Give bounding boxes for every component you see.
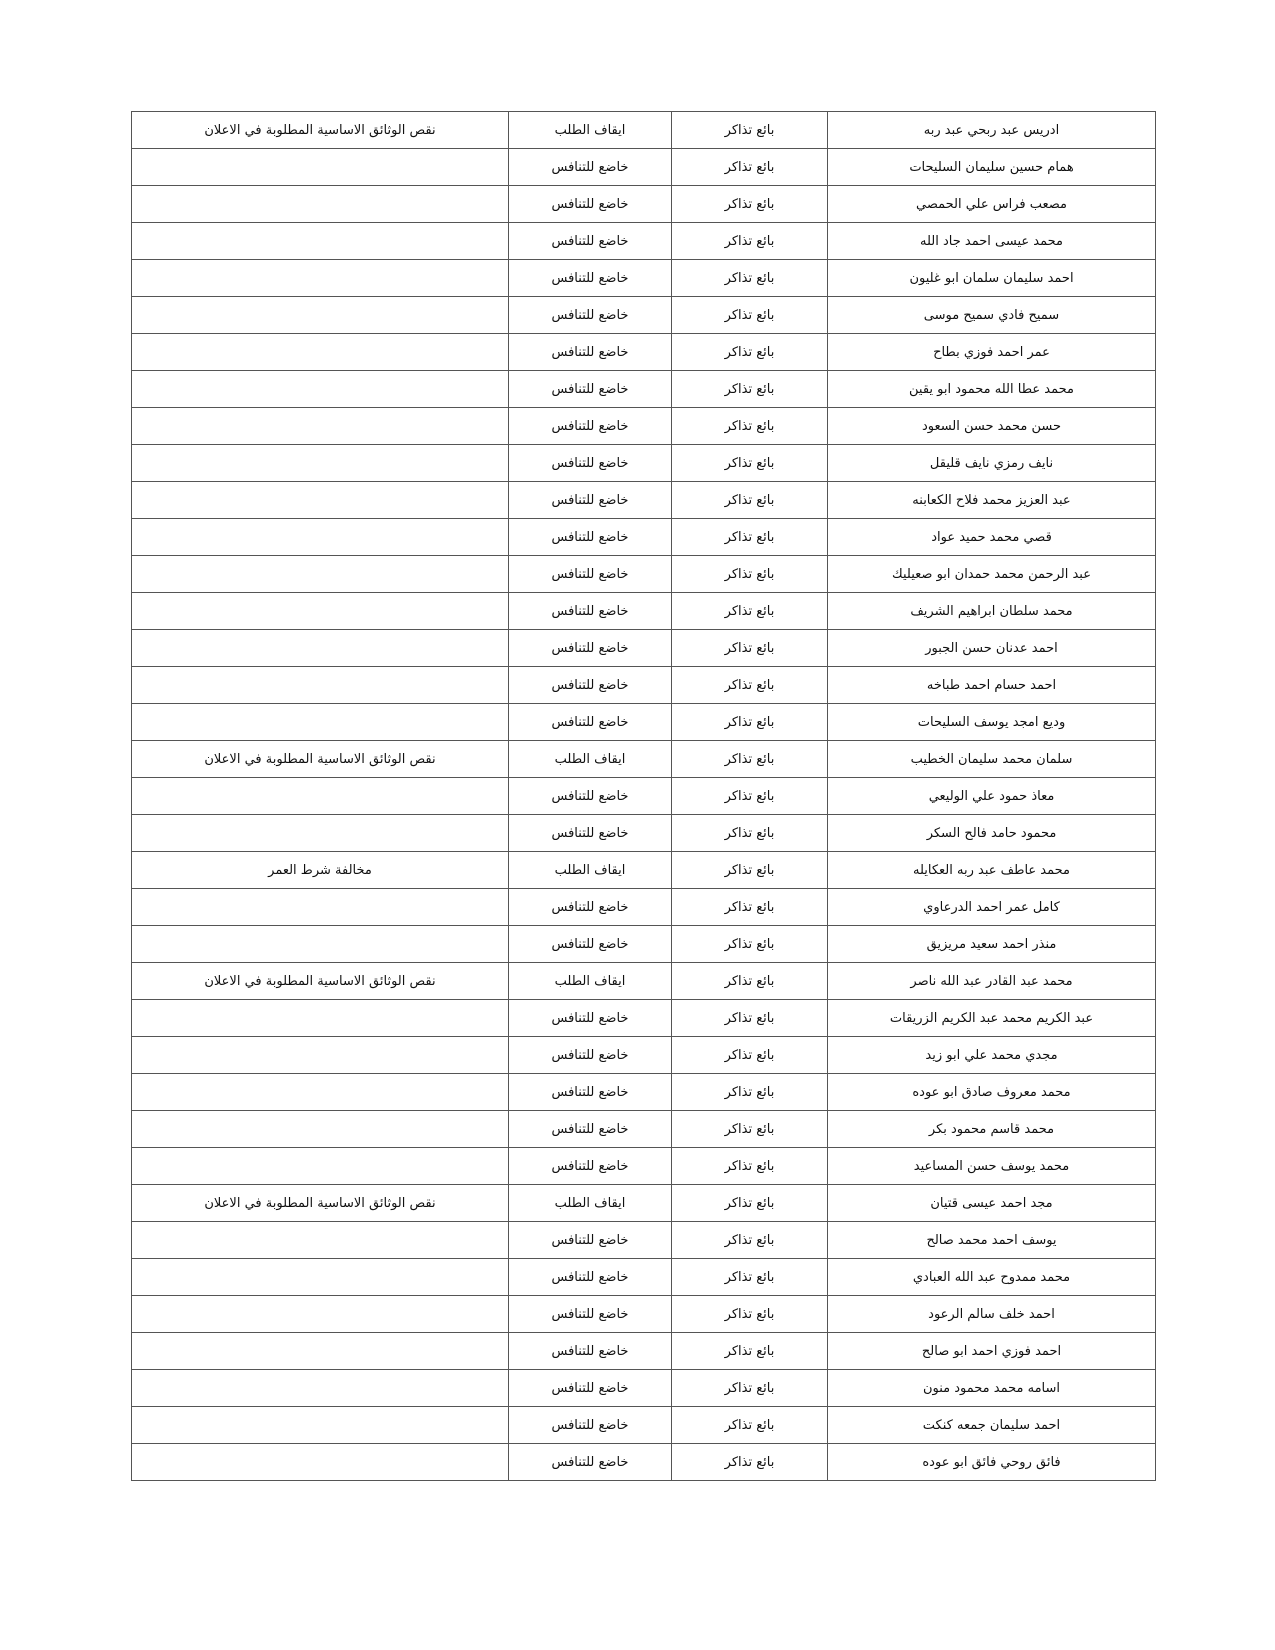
applicant-name-cell: قصي محمد حميد عواد [828, 519, 1156, 556]
applicant-name-cell: محمد عاطف عبد ربه العكايله [828, 852, 1156, 889]
note-cell [132, 482, 509, 519]
applicant-name-cell: ادريس عبد ربحي عبد ربه [828, 112, 1156, 149]
application-status-cell: خاضع للتنافس [509, 1296, 672, 1333]
applicant-name-cell: احمد عدنان حسن الجبور [828, 630, 1156, 667]
job-title-cell: بائع تذاكر [672, 297, 828, 334]
job-title-cell: بائع تذاكر [672, 852, 828, 889]
applicant-name-cell: وديع امجد يوسف السليحات [828, 704, 1156, 741]
note-cell [132, 667, 509, 704]
note-cell [132, 260, 509, 297]
table-row [132, 1222, 1156, 1259]
job-title-cell: بائع تذاكر [672, 112, 828, 149]
note-cell [132, 556, 509, 593]
applicant-name-cell: حسن محمد حسن السعود [828, 408, 1156, 445]
application-status-cell: خاضع للتنافس [509, 704, 672, 741]
table-row [132, 445, 1156, 482]
note-cell [132, 149, 509, 186]
table-row [132, 1111, 1156, 1148]
note-cell [132, 1296, 509, 1333]
note-cell: نقص الوثائق الاساسية المطلوبة في الاعلان [132, 741, 509, 778]
applicant-name-cell: مصعب فراس علي الحمصي [828, 186, 1156, 223]
job-title-cell: بائع تذاكر [672, 445, 828, 482]
table-row [132, 556, 1156, 593]
table-row [132, 297, 1156, 334]
job-title-cell: بائع تذاكر [672, 630, 828, 667]
application-status-cell: ايقاف الطلب [509, 1185, 672, 1222]
table-row [132, 704, 1156, 741]
note-cell [132, 519, 509, 556]
note-cell [132, 1222, 509, 1259]
table-row [132, 778, 1156, 815]
job-title-cell: بائع تذاكر [672, 815, 828, 852]
application-status-cell: خاضع للتنافس [509, 1370, 672, 1407]
applicant-name-cell: مجدي محمد علي ابو زيد [828, 1037, 1156, 1074]
applicants-table [131, 111, 1156, 1481]
application-status-cell: خاضع للتنافس [509, 186, 672, 223]
note-cell [132, 1407, 509, 1444]
job-title-cell: بائع تذاكر [672, 1148, 828, 1185]
table-row [132, 334, 1156, 371]
application-status-cell: ايقاف الطلب [509, 963, 672, 1000]
applicant-name-cell: محمد سلطان ابراهيم الشريف [828, 593, 1156, 630]
note-cell [132, 1333, 509, 1370]
note-cell [132, 223, 509, 260]
table-row [132, 1296, 1156, 1333]
application-status-cell: خاضع للتنافس [509, 260, 672, 297]
job-title-cell: بائع تذاكر [672, 334, 828, 371]
application-status-cell: خاضع للتنافس [509, 1037, 672, 1074]
applicant-name-cell: احمد سليمان جمعه كنكت [828, 1407, 1156, 1444]
table-row [132, 1037, 1156, 1074]
note-cell [132, 445, 509, 482]
table-row [132, 223, 1156, 260]
applicant-name-cell: محمد قاسم محمود بكر [828, 1111, 1156, 1148]
application-status-cell: خاضع للتنافس [509, 593, 672, 630]
application-status-cell: خاضع للتنافس [509, 667, 672, 704]
applicant-name-cell: معاذ حمود علي الوليعي [828, 778, 1156, 815]
note-cell [132, 926, 509, 963]
application-status-cell: خاضع للتنافس [509, 1074, 672, 1111]
job-title-cell: بائع تذاكر [672, 1074, 828, 1111]
application-status-cell: خاضع للتنافس [509, 371, 672, 408]
applicant-name-cell: احمد خلف سالم الرعود [828, 1296, 1156, 1333]
application-status-cell: خاضع للتنافس [509, 556, 672, 593]
table-row [132, 260, 1156, 297]
applicant-name-cell: محمد عيسى احمد جاد الله [828, 223, 1156, 260]
table-row [132, 852, 1156, 889]
table-row [132, 741, 1156, 778]
job-title-cell: بائع تذاكر [672, 186, 828, 223]
applicants-table-body [132, 112, 1156, 1481]
applicant-name-cell: فائق روحي فائق ابو عوده [828, 1444, 1156, 1481]
applicant-name-cell: سلمان محمد سليمان الخطيب [828, 741, 1156, 778]
job-title-cell: بائع تذاكر [672, 889, 828, 926]
job-title-cell: بائع تذاكر [672, 408, 828, 445]
application-status-cell: خاضع للتنافس [509, 1333, 672, 1370]
application-status-cell: خاضع للتنافس [509, 1444, 672, 1481]
job-title-cell: بائع تذاكر [672, 519, 828, 556]
application-status-cell: ايقاف الطلب [509, 112, 672, 149]
job-title-cell: بائع تذاكر [672, 1185, 828, 1222]
applicant-name-cell: محمد عطا الله محمود ابو يقين [828, 371, 1156, 408]
job-title-cell: بائع تذاكر [672, 1333, 828, 1370]
applicant-name-cell: سميح فادي سميح موسى [828, 297, 1156, 334]
note-cell [132, 297, 509, 334]
application-status-cell: خاضع للتنافس [509, 297, 672, 334]
note-cell [132, 1148, 509, 1185]
table-row [132, 1407, 1156, 1444]
applicant-name-cell: عمر احمد فوزي بطاح [828, 334, 1156, 371]
job-title-cell: بائع تذاكر [672, 704, 828, 741]
application-status-cell: خاضع للتنافس [509, 1222, 672, 1259]
application-status-cell: خاضع للتنافس [509, 149, 672, 186]
note-cell: نقص الوثائق الاساسية المطلوبة في الاعلان [132, 963, 509, 1000]
applicant-name-cell: محمد يوسف حسن المساعيد [828, 1148, 1156, 1185]
note-cell [132, 1259, 509, 1296]
table-row [132, 630, 1156, 667]
table-row [132, 1333, 1156, 1370]
job-title-cell: بائع تذاكر [672, 667, 828, 704]
application-status-cell: خاضع للتنافس [509, 1000, 672, 1037]
job-title-cell: بائع تذاكر [672, 149, 828, 186]
applicant-name-cell: محمد معروف صادق ابو عوده [828, 1074, 1156, 1111]
table-row [132, 1000, 1156, 1037]
applicant-name-cell: منذر احمد سعيد مريزيق [828, 926, 1156, 963]
applicant-name-cell: كامل عمر احمد الدرعاوي [828, 889, 1156, 926]
note-cell: نقص الوثائق الاساسية المطلوبة في الاعلان [132, 112, 509, 149]
table-row [132, 889, 1156, 926]
table-row [132, 1444, 1156, 1481]
table-row [132, 482, 1156, 519]
application-status-cell: خاضع للتنافس [509, 482, 672, 519]
table-row [132, 186, 1156, 223]
job-title-cell: بائع تذاكر [672, 223, 828, 260]
job-title-cell: بائع تذاكر [672, 1037, 828, 1074]
applicant-name-cell: احمد سليمان سلمان ابو غليون [828, 260, 1156, 297]
applicant-name-cell: همام حسين سليمان السليحات [828, 149, 1156, 186]
applicant-name-cell: عبد الكريم محمد عبد الكريم الزريقات [828, 1000, 1156, 1037]
application-status-cell: خاضع للتنافس [509, 926, 672, 963]
note-cell [132, 1037, 509, 1074]
job-title-cell: بائع تذاكر [672, 371, 828, 408]
note-cell: نقص الوثائق الاساسية المطلوبة في الاعلان [132, 1185, 509, 1222]
table-row [132, 926, 1156, 963]
job-title-cell: بائع تذاكر [672, 926, 828, 963]
table-row [132, 815, 1156, 852]
note-cell [132, 1000, 509, 1037]
job-title-cell: بائع تذاكر [672, 1000, 828, 1037]
note-cell [132, 334, 509, 371]
application-status-cell: خاضع للتنافس [509, 519, 672, 556]
application-status-cell: ايقاف الطلب [509, 852, 672, 889]
note-cell [132, 778, 509, 815]
job-title-cell: بائع تذاكر [672, 778, 828, 815]
applicant-name-cell: نايف رمزي نايف قليقل [828, 445, 1156, 482]
application-status-cell: خاضع للتنافس [509, 815, 672, 852]
application-status-cell: خاضع للتنافس [509, 445, 672, 482]
note-cell [132, 1370, 509, 1407]
applicant-name-cell: مجد احمد عيسى قتيان [828, 1185, 1156, 1222]
job-title-cell: بائع تذاكر [672, 1111, 828, 1148]
applicant-name-cell: احمد فوزي احمد ابو صالح [828, 1333, 1156, 1370]
applicant-name-cell: احمد حسام احمد طباخه [828, 667, 1156, 704]
note-cell [132, 1444, 509, 1481]
table-row [132, 1370, 1156, 1407]
table-row [132, 371, 1156, 408]
application-status-cell: خاضع للتنافس [509, 223, 672, 260]
table-row [132, 963, 1156, 1000]
table-row [132, 408, 1156, 445]
table-row [132, 1185, 1156, 1222]
note-cell: مخالفة شرط العمر [132, 852, 509, 889]
table-row [132, 593, 1156, 630]
job-title-cell: بائع تذاكر [672, 260, 828, 297]
application-status-cell: خاضع للتنافس [509, 1148, 672, 1185]
applicant-name-cell: يوسف احمد محمد صالح [828, 1222, 1156, 1259]
note-cell [132, 630, 509, 667]
job-title-cell: بائع تذاكر [672, 482, 828, 519]
application-status-cell: خاضع للتنافس [509, 630, 672, 667]
note-cell [132, 1111, 509, 1148]
application-status-cell: خاضع للتنافس [509, 1407, 672, 1444]
table-row [132, 519, 1156, 556]
note-cell [132, 704, 509, 741]
applicant-name-cell: محمد ممدوح عبد الله العبادي [828, 1259, 1156, 1296]
applicant-name-cell: محمد عبد القادر عبد الله ناصر [828, 963, 1156, 1000]
table-row [132, 667, 1156, 704]
job-title-cell: بائع تذاكر [672, 1222, 828, 1259]
applicant-name-cell: عبد العزيز محمد فلاح الكعابنه [828, 482, 1156, 519]
application-status-cell: خاضع للتنافس [509, 889, 672, 926]
job-title-cell: بائع تذاكر [672, 1407, 828, 1444]
applicant-name-cell: محمود حامد فالح السكر [828, 815, 1156, 852]
table-row [132, 1074, 1156, 1111]
applicant-name-cell: عبد الرحمن محمد حمدان ابو صعيليك [828, 556, 1156, 593]
job-title-cell: بائع تذاكر [672, 963, 828, 1000]
application-status-cell: خاضع للتنافس [509, 408, 672, 445]
job-title-cell: بائع تذاكر [672, 1259, 828, 1296]
job-title-cell: بائع تذاكر [672, 556, 828, 593]
job-title-cell: بائع تذاكر [672, 593, 828, 630]
job-title-cell: بائع تذاكر [672, 1444, 828, 1481]
table-row [132, 149, 1156, 186]
table-row [132, 112, 1156, 149]
note-cell [132, 593, 509, 630]
application-status-cell: خاضع للتنافس [509, 1111, 672, 1148]
note-cell [132, 815, 509, 852]
note-cell [132, 408, 509, 445]
job-title-cell: بائع تذاكر [672, 1296, 828, 1333]
note-cell [132, 186, 509, 223]
job-title-cell: بائع تذاكر [672, 741, 828, 778]
applicant-name-cell: اسامه محمد محمود منون [828, 1370, 1156, 1407]
application-status-cell: خاضع للتنافس [509, 1259, 672, 1296]
job-title-cell: بائع تذاكر [672, 1370, 828, 1407]
note-cell [132, 889, 509, 926]
table-row [132, 1148, 1156, 1185]
application-status-cell: ايقاف الطلب [509, 741, 672, 778]
table-row [132, 1259, 1156, 1296]
application-status-cell: خاضع للتنافس [509, 778, 672, 815]
application-status-cell: خاضع للتنافس [509, 334, 672, 371]
note-cell [132, 371, 509, 408]
note-cell [132, 1074, 509, 1111]
